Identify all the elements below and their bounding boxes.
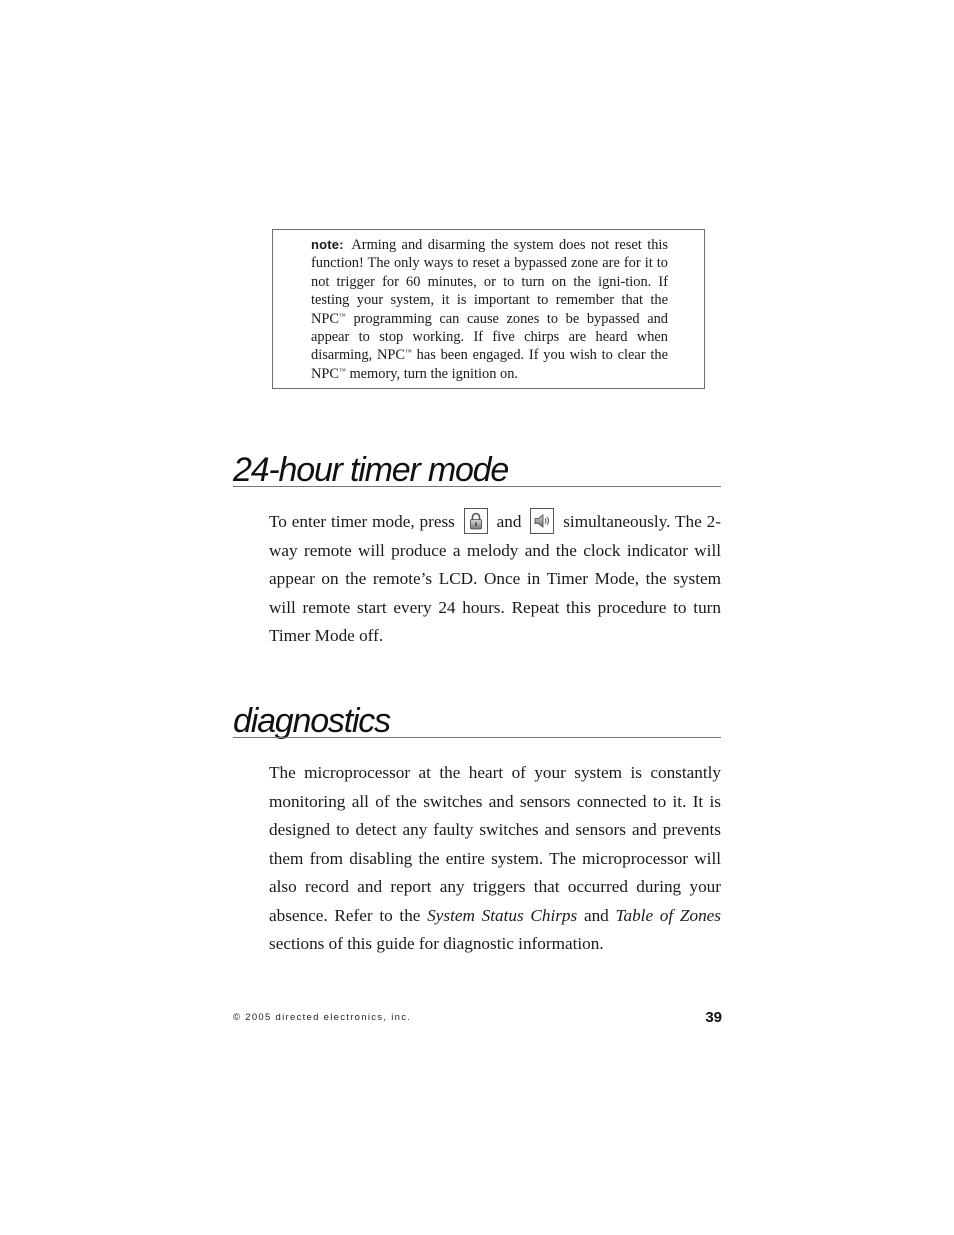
trademark-mark: ™ — [404, 348, 412, 357]
table-of-zones-reference: Table of Zones — [615, 905, 721, 925]
diagnostics-text-2: and — [577, 905, 616, 925]
trademark-mark: ™ — [339, 311, 346, 320]
system-status-chirps-reference: System Status Chirps — [427, 905, 578, 925]
note-label: note: — [311, 237, 344, 252]
timer-text-and: and — [491, 512, 527, 531]
diagnostics-text-1: The microprocessor at the heart of your system is constantly monitoring all of the switches and sensors connected to it. It is designed to detect any faulty switches and sensors and prevents them from disabling the entire system. The microprocessor will also record and report any triggers that occurred during your absence. Refer to the — [269, 763, 721, 925]
lock-icon — [465, 509, 487, 533]
note-text-4: memory, turn the ignition on. — [345, 365, 519, 382]
trademark-mark: ™ — [339, 366, 346, 375]
timer-text-after: simultaneously. The 2-way remote will produce a melody and the clock indicator will appear on the remote’s LCD. Once in Timer Mode, the system will remote start every 24 hours. Repeat this procedure to turn Timer Mode off. — [269, 512, 721, 645]
note-text-1: Arming and disarming the system does not reset this function! The only ways to reset a bypassed zone are for it to not trigger for 60 minutes, or to turn on the igni-tion. If testing your system, it is important to remember that the NPC — [311, 237, 668, 327]
timer-mode-paragraph — [269, 508, 721, 651]
diagnostics-heading-rule — [233, 737, 721, 738]
note-text-2: programming can cause zones to be bypassed and appear to stop working. If five chirps are heard when disarming, NPC — [311, 310, 668, 364]
lock-button-icon — [464, 508, 488, 534]
footer-copyright: © 2005 directed electronics, inc. — [233, 1012, 412, 1023]
page-number: 39 — [705, 1009, 722, 1026]
speaker-button-icon — [530, 508, 554, 534]
note-paragraph — [311, 236, 668, 383]
diagnostics-heading: diagnostics — [233, 702, 390, 740]
diagnostics-text-3: sections of this guide for diagnostic information. — [269, 934, 604, 953]
timer-text-before: To enter timer mode, press — [269, 512, 460, 531]
timer-mode-heading: 24-hour timer mode — [233, 451, 509, 489]
diagnostics-paragraph — [269, 759, 721, 959]
speaker-icon — [531, 509, 553, 533]
note-text-3: has been engaged. If you wish to clear the NPC — [311, 347, 668, 382]
timer-heading-rule — [233, 486, 721, 487]
